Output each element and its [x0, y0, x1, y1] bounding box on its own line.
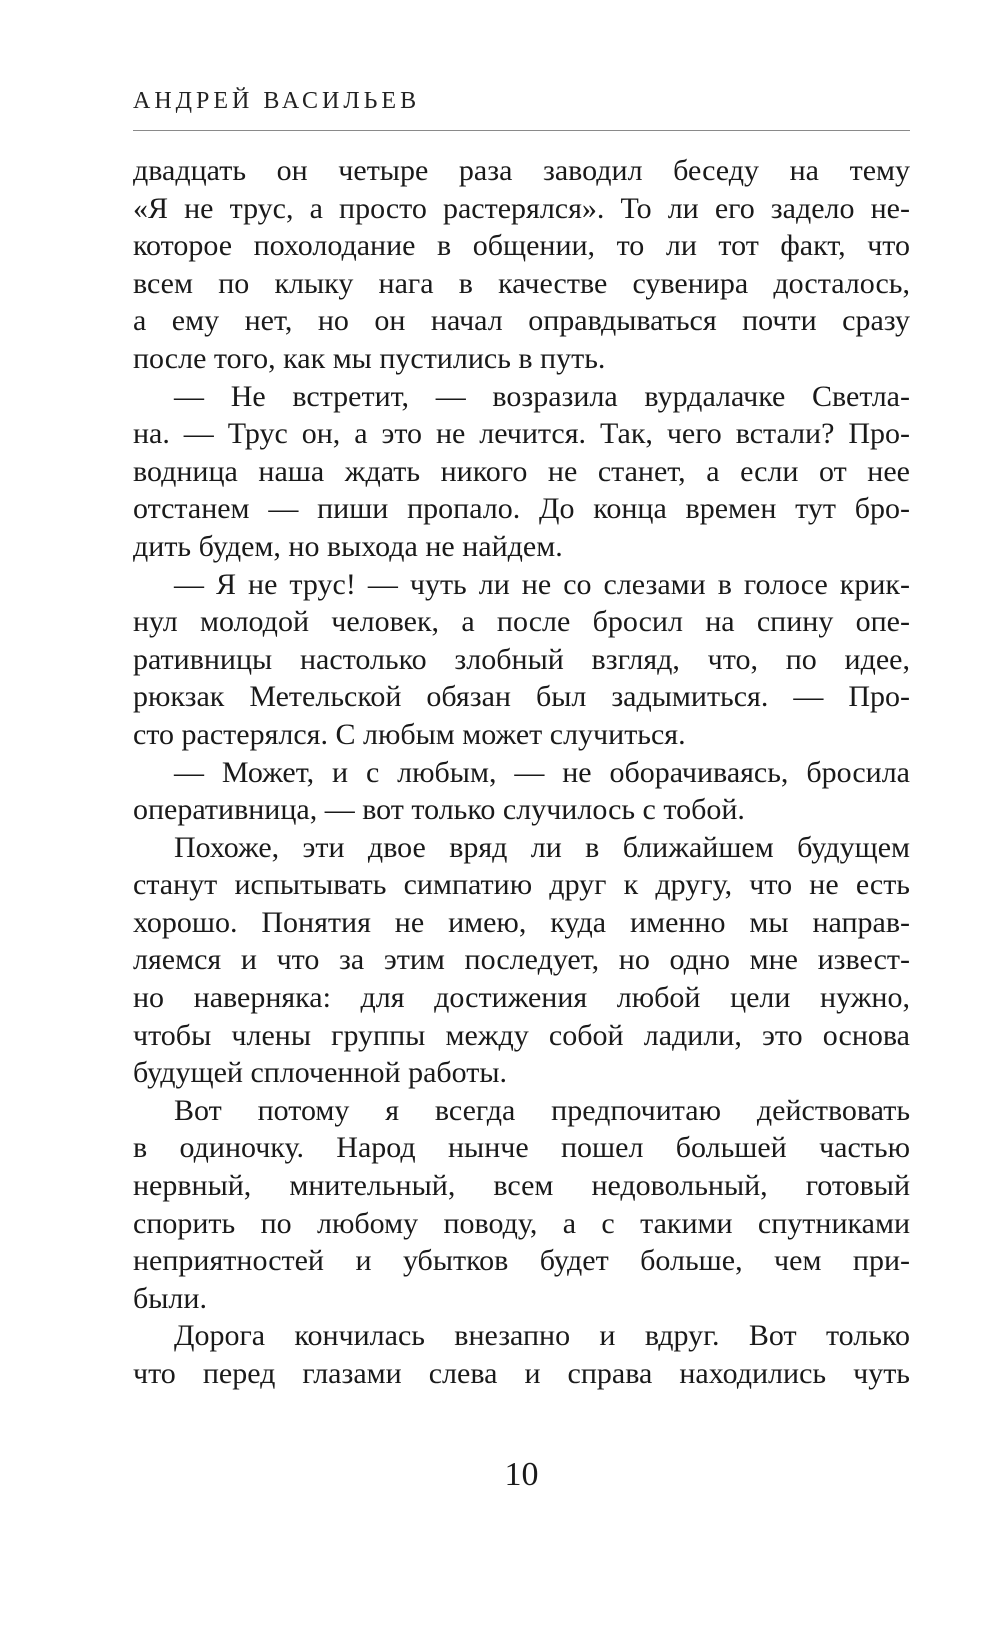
- text-line: на. — Трус он, а это не лечится. Так, чего встали? Про-: [133, 417, 910, 451]
- text-line: Похоже, эти двое вряд ли в ближайшем будущем: [174, 830, 910, 864]
- text-line: Дорога кончилась внезапно и вдруг. Вот только: [174, 1319, 910, 1353]
- text-line: двадцать он четыре раза заводил беседу на тему: [133, 154, 910, 187]
- text-line: станут испытывать симпатию друг к другу, что не есть: [133, 868, 910, 902]
- text-line: будущей сплоченной работы.: [133, 1056, 508, 1090]
- text-line: — Может, и с любым, — не оборачиваясь, бросила: [174, 755, 910, 789]
- book-page: [133, 0, 910, 1628]
- text-line: а ему нет, но он начал оправдываться почти сразу: [133, 304, 910, 338]
- page-number: 10: [504, 1456, 539, 1493]
- text-line: сто растерялся. С любым может случиться.: [133, 717, 686, 751]
- text-line: которое похолодание в общении, то ли тот факт, что: [133, 229, 910, 263]
- text-line: хорошо. Понятия не имею, куда именно мы направ-: [133, 905, 910, 939]
- running-header-author: АНДРЕЙ ВАСИЛЬЕВ: [133, 88, 421, 114]
- text-line: спорить по любому поводу, а с такими спутниками: [133, 1206, 910, 1240]
- text-line: но наверняка: для достижения любой цели нужно,: [133, 981, 910, 1015]
- text-line: — Не встретит, — возразила вурдалачке Светла-: [174, 379, 910, 413]
- text-line: в одиночку. Народ нынче пошел большей частью: [133, 1131, 910, 1165]
- text-line: отстанем — пиши пропало. До конца времен тут бро-: [133, 492, 910, 526]
- text-line: чтобы члены группы между собой ладили, это основа: [133, 1018, 910, 1052]
- text-line: Вот потому я всегда предпочитаю действовать: [174, 1093, 910, 1127]
- body-text: [133, 152, 910, 1393]
- text-line: дить будем, но выхода не найдем.: [133, 529, 563, 563]
- text-line: неприятностей и убытков будет больше, чем при-: [133, 1244, 910, 1278]
- text-line: рюкзак Метельской обязан был задымиться. — Про-: [133, 680, 910, 714]
- header-divider: [133, 130, 910, 131]
- text-line: ративницы настолько злобный взгляд, что, по идее,: [133, 642, 910, 676]
- text-line: водница наша ждать никого не станет, а если от нее: [133, 454, 910, 488]
- text-line: нервный, мнительный, всем недовольный, готовый: [133, 1169, 910, 1203]
- text-line: после того, как мы пустились в путь.: [133, 341, 606, 375]
- text-line: всем по клыку нага в качестве сувенира досталось,: [133, 266, 910, 300]
- text-line: ляемся и что за этим последует, но одно мне извест-: [133, 943, 910, 977]
- text-line: оперативница, — вот только случилось с тобой.: [133, 793, 745, 827]
- text-line: были.: [133, 1281, 207, 1315]
- text-line: — Я не трус! — чуть ли не со слезами в голосе крик-: [174, 567, 910, 601]
- text-line: «Я не трус, а просто растерялся». То ли его задело не-: [133, 191, 910, 225]
- text-line: нул молодой человек, а после бросил на спину опе-: [133, 605, 910, 639]
- text-line: что перед глазами слева и справа находились чуть: [133, 1357, 910, 1390]
